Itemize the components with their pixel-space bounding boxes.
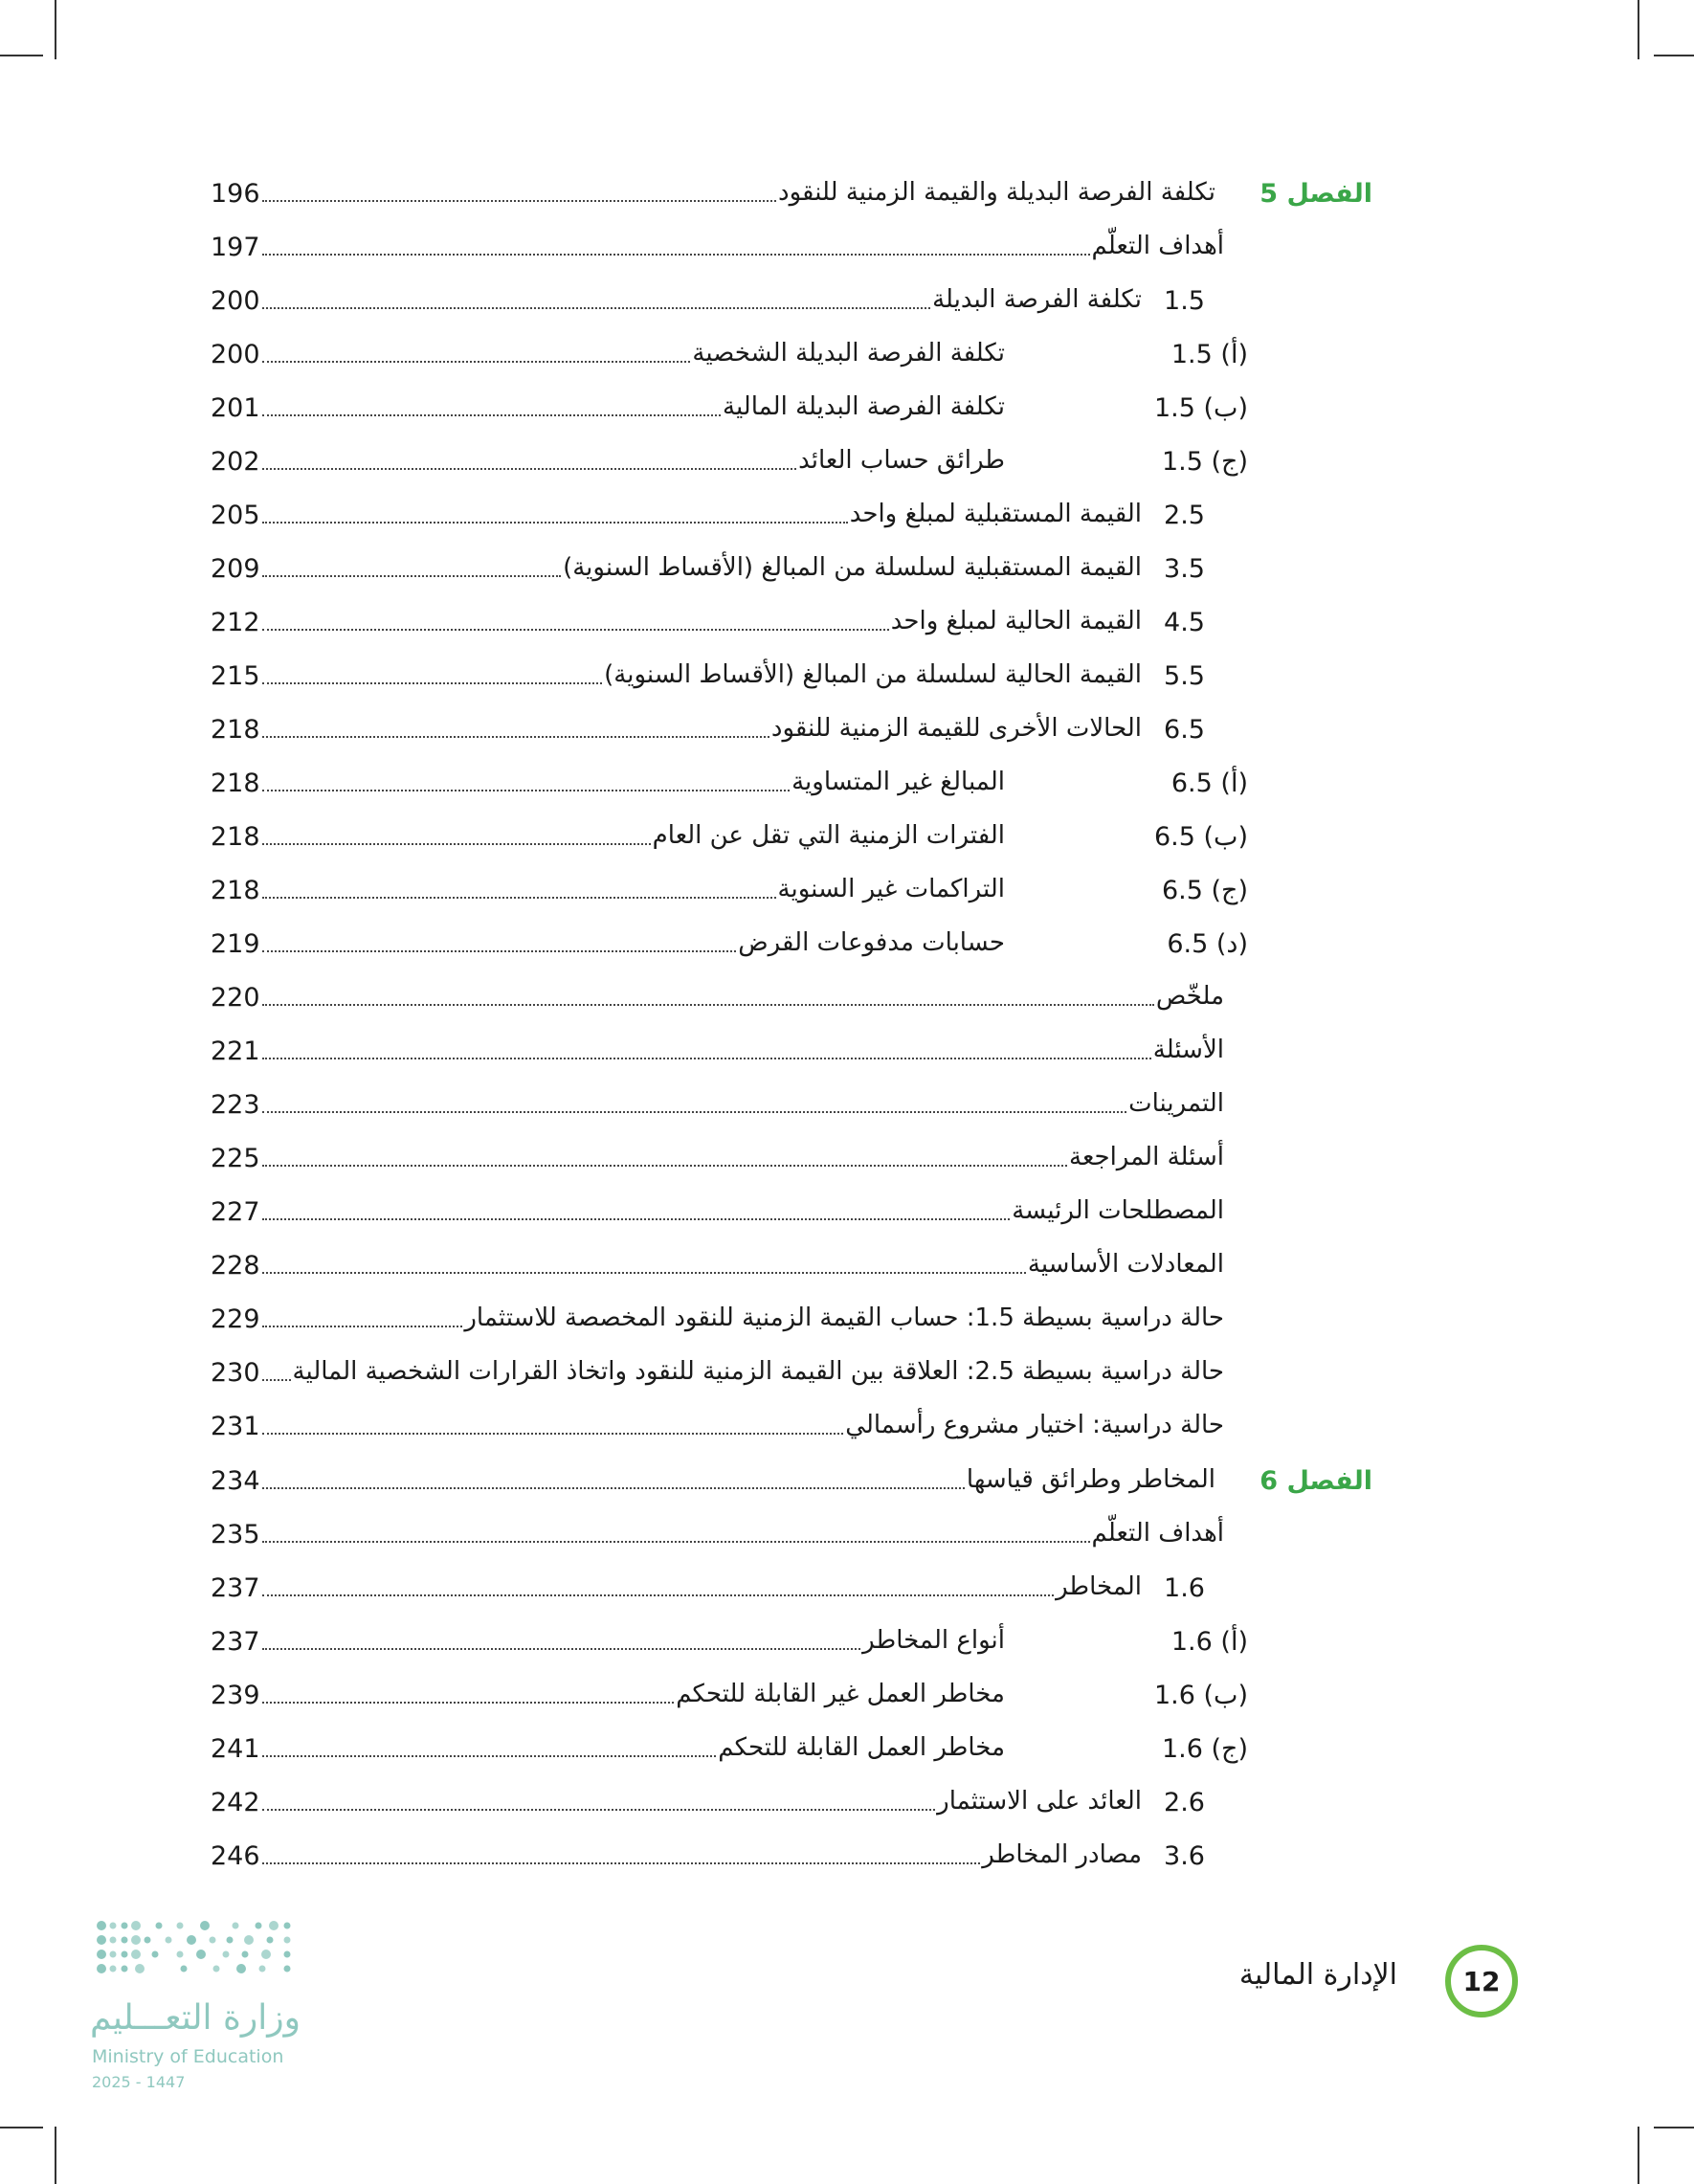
- toc-page-number: 218: [211, 715, 260, 745]
- chapter-heading-row[interactable]: [0, 167, 1694, 221]
- logo-dot: [145, 1937, 151, 1944]
- logo-dot: [269, 1921, 279, 1930]
- logo-dot: [156, 1923, 163, 1929]
- toc-row[interactable]: [0, 1239, 1694, 1293]
- logo-dot: [196, 1950, 206, 1959]
- toc-entry-title: تكلفة الفرصة البديلة الشخصية: [692, 339, 1005, 368]
- toc-row[interactable]: [0, 1132, 1694, 1186]
- toc-entry-title: التراكمات غير السنوية: [777, 875, 1005, 903]
- toc-row[interactable]: [0, 864, 1694, 918]
- logo-dot: [256, 1923, 262, 1929]
- logo-dot: [110, 1966, 117, 1972]
- toc-entry-title: الحالات الأخرى للقيمة الزمنية للنقود: [770, 714, 1142, 743]
- logo-dot: [122, 1951, 128, 1958]
- toc-page-number: 219: [211, 929, 260, 959]
- logo-dot: [131, 1935, 141, 1945]
- logo-dot: [284, 1937, 291, 1944]
- toc-row[interactable]: [0, 1400, 1694, 1454]
- toc-page-number: 228: [211, 1251, 260, 1281]
- toc-page-number: 246: [211, 1841, 260, 1871]
- logo-dot: [110, 1951, 117, 1958]
- toc-entry-title: القيمة المستقبلية لسلسلة من المبالغ (الأقساط السنوية): [563, 553, 1142, 582]
- toc-row[interactable]: [0, 971, 1694, 1025]
- logo-dot: [236, 1964, 246, 1973]
- toc-row[interactable]: [0, 1776, 1694, 1830]
- logo-dot: [187, 1935, 196, 1945]
- section-number: 1.6 (ب): [1153, 1681, 1248, 1710]
- toc-row[interactable]: [0, 489, 1694, 543]
- dot-leader: [262, 1487, 965, 1489]
- logo-dot: [181, 1966, 188, 1972]
- dot-leader: [262, 629, 889, 631]
- toc-page-number: 215: [211, 661, 260, 691]
- toc-row[interactable]: [0, 1025, 1694, 1079]
- toc-page-number: 235: [211, 1520, 260, 1549]
- toc-entry: [260, 1025, 1224, 1079]
- toc-page-number: 218: [211, 822, 260, 852]
- dot-leader: [262, 575, 561, 577]
- dot-leader: [262, 897, 776, 899]
- toc-entry: [260, 1293, 1224, 1347]
- logo-dot: [284, 1966, 291, 1972]
- chapter-heading-row[interactable]: [0, 1455, 1694, 1508]
- dot-leader: [262, 1755, 716, 1757]
- logo-dot: [135, 1964, 145, 1973]
- page-number-badge: [1445, 1945, 1518, 2017]
- toc-entry-title: مصادر المخاطر: [982, 1840, 1142, 1869]
- toc-entry-title: تكلفة الفرصة البديلة: [932, 285, 1142, 314]
- logo-dot: [131, 1950, 141, 1959]
- logo-english-name: Ministry of Education: [92, 2046, 284, 2067]
- toc-entry-title: التمرينات: [1128, 1089, 1224, 1118]
- logo-arabic-name: وزارة التعـــليم: [89, 1998, 301, 2038]
- toc-entry: [260, 435, 1005, 489]
- toc-entry: [260, 1079, 1224, 1132]
- toc-row[interactable]: [0, 1347, 1694, 1400]
- toc-entry-title: مخاطر العمل غير القابلة للتحكم: [676, 1680, 1005, 1708]
- toc-entry: [260, 864, 1005, 918]
- toc-entry-title: القيمة الحالية لمبلغ واحد: [890, 607, 1142, 635]
- logo-dot: [97, 1921, 106, 1930]
- dot-leader: [262, 790, 790, 791]
- section-number: 2.5: [1164, 501, 1205, 530]
- logo-dot: [223, 1951, 230, 1958]
- toc-row[interactable]: [0, 435, 1694, 489]
- section-number: 1.6 (ج): [1161, 1734, 1248, 1764]
- toc-entry: [260, 1723, 1005, 1776]
- toc-page-number: 205: [211, 501, 260, 530]
- dot-leader: [262, 468, 796, 470]
- toc-entry: [260, 596, 1142, 650]
- toc-row[interactable]: [0, 382, 1694, 435]
- logo-dot: [110, 1923, 117, 1929]
- section-number: 1.5 (ج): [1161, 447, 1248, 477]
- logo-dot: [97, 1950, 106, 1959]
- toc-page-number: 239: [211, 1681, 260, 1710]
- dot-leader: [262, 1862, 980, 1864]
- toc-row[interactable]: [0, 543, 1694, 596]
- dot-leader: [262, 1004, 1154, 1006]
- dot-leader: [262, 200, 776, 202]
- logo-dot: [122, 1937, 128, 1944]
- section-number: 1.5: [1164, 286, 1205, 316]
- dot-leader: [262, 1111, 1126, 1113]
- toc-entry: [260, 1132, 1224, 1186]
- toc-entry-title: تكلفة الفرصة البديلة المالية: [723, 392, 1005, 421]
- logo-dot: [213, 1966, 220, 1972]
- toc-page-number: 200: [211, 340, 260, 369]
- section-number: 3.5: [1164, 554, 1205, 584]
- logo-dot: [244, 1935, 254, 1945]
- toc-entry-title: المخاطر: [1056, 1572, 1142, 1601]
- toc-page-number: 237: [211, 1627, 260, 1657]
- toc-entry: [260, 275, 1142, 328]
- toc-row[interactable]: [0, 811, 1694, 864]
- toc-row[interactable]: [0, 1830, 1694, 1883]
- logo-dot: [110, 1937, 117, 1944]
- toc-row[interactable]: [0, 1723, 1694, 1776]
- toc-row[interactable]: [0, 1616, 1694, 1669]
- section-number: 6.5: [1164, 715, 1205, 745]
- toc-entry-title: أهداف التعلّم: [1091, 1519, 1224, 1548]
- logo-dot: [242, 1951, 249, 1958]
- dot-leader: [262, 1272, 1026, 1274]
- toc-entry-title: المعادلات الأساسية: [1027, 1250, 1224, 1279]
- logo-dot: [131, 1921, 141, 1930]
- toc-page-number: 209: [211, 554, 260, 584]
- dot-leader: [262, 843, 651, 845]
- toc-entry: [260, 650, 1142, 703]
- toc-entry-title: أهداف التعلّم: [1091, 232, 1224, 260]
- toc-entry-title: تكلفة الفرصة البديلة والقيمة الزمنية للنقود: [778, 178, 1215, 207]
- toc-entry: [260, 1669, 1005, 1723]
- logo-dot: [97, 1964, 106, 1973]
- toc-page-number: 231: [211, 1412, 260, 1441]
- section-number: 2.6: [1164, 1788, 1205, 1817]
- section-number: 1.6 (أ): [1170, 1627, 1248, 1657]
- toc-page-number: 202: [211, 447, 260, 477]
- toc-row[interactable]: [0, 275, 1694, 328]
- toc-row[interactable]: [0, 221, 1694, 275]
- toc-row[interactable]: [0, 328, 1694, 382]
- toc-page-number: 212: [211, 608, 260, 637]
- page-number: 12: [1462, 1965, 1501, 1997]
- toc-entry-title: القيمة الحالية لسلسلة من المبالغ (الأقساط السنوية): [604, 660, 1142, 689]
- toc-entry: [260, 1455, 1215, 1508]
- dot-leader: [262, 1702, 674, 1704]
- dot-leader: [262, 1218, 1010, 1220]
- dot-leader: [262, 361, 690, 363]
- section-number: 1.6: [1164, 1573, 1205, 1603]
- logo-year: 2025 - 1447: [92, 2073, 186, 2091]
- toc-entry: [260, 1776, 1142, 1830]
- toc-page-number: 230: [211, 1358, 260, 1388]
- dot-leader: [262, 682, 602, 684]
- dot-leader: [262, 1594, 1054, 1596]
- toc-entry: [260, 757, 1005, 811]
- section-number: 4.5: [1164, 608, 1205, 637]
- toc-entry-title: طرائق حساب العائد: [798, 446, 1005, 475]
- logo-dot: [152, 1951, 159, 1958]
- toc-page-number: 241: [211, 1734, 260, 1764]
- section-number: 6.5 (د): [1167, 929, 1248, 959]
- toc-row[interactable]: [0, 596, 1694, 650]
- logo-dot: [200, 1921, 210, 1930]
- toc-entry: [260, 543, 1142, 596]
- toc-page-number: 237: [211, 1573, 260, 1603]
- toc-entry-title: حالة دراسية بسيطة 1.5: حساب القيمة الزمنية للنقود المخصصة للاستثمار: [464, 1304, 1224, 1332]
- toc-page-number: 234: [211, 1466, 260, 1496]
- section-number: 1.5 (ب): [1153, 393, 1248, 423]
- toc-page-number: 223: [211, 1090, 260, 1120]
- toc-entry: [260, 1830, 1142, 1883]
- section-number: 5.5: [1164, 661, 1205, 691]
- toc-entry-title: مخاطر العمل القابلة للتحكم: [718, 1733, 1005, 1762]
- dot-leader: [262, 1379, 291, 1381]
- dot-leader: [262, 950, 736, 952]
- toc-entry: [260, 1239, 1224, 1293]
- section-number: 6.5 (ب): [1153, 822, 1248, 852]
- section-number: 6.5 (ج): [1161, 876, 1248, 905]
- toc-entry: [260, 221, 1224, 275]
- toc-entry-title: المصطلحات الرئيسة: [1012, 1196, 1224, 1225]
- toc-row[interactable]: [0, 1562, 1694, 1616]
- toc-entry: [260, 489, 1142, 543]
- toc-entry: [260, 1347, 1224, 1400]
- logo-dot: [166, 1937, 172, 1944]
- toc-entry: [260, 811, 1005, 864]
- toc-row[interactable]: [0, 918, 1694, 971]
- toc-entry: [260, 1400, 1224, 1454]
- logo-dot: [259, 1966, 266, 1972]
- dot-leader: [262, 1058, 1151, 1059]
- dot-leader: [262, 1326, 462, 1327]
- toc-page-number: 225: [211, 1144, 260, 1173]
- toc-page-number: 218: [211, 876, 260, 905]
- toc-entry-title: الأسئلة: [1152, 1036, 1224, 1064]
- toc-entry: [260, 382, 1005, 435]
- dot-leader: [262, 307, 930, 309]
- toc-entry: [260, 1186, 1224, 1239]
- section-number: 6.5 (أ): [1170, 769, 1248, 798]
- dot-leader: [262, 1541, 1090, 1543]
- logo-dot: [210, 1937, 216, 1944]
- logo-dot: [177, 1923, 184, 1929]
- toc-entry-title: العائد على الاستثمار: [937, 1787, 1142, 1816]
- section-number: 3.6: [1164, 1841, 1205, 1871]
- toc-entry: [260, 167, 1215, 221]
- toc-entry-title: المبالغ غير المتساوية: [791, 768, 1005, 796]
- toc-row[interactable]: [0, 1669, 1694, 1723]
- toc-page-number: 242: [211, 1788, 260, 1817]
- logo-dot: [261, 1950, 271, 1959]
- book-title: الإدارة المالية: [1238, 1958, 1397, 1992]
- toc-page-number: 201: [211, 393, 260, 423]
- toc-page-number: 220: [211, 983, 260, 1013]
- toc-row[interactable]: [0, 1079, 1694, 1132]
- chapter-label: الفصل 6: [1259, 1466, 1372, 1496]
- logo-dot: [97, 1935, 106, 1945]
- logo-dot: [284, 1951, 291, 1958]
- logo-dot: [227, 1937, 234, 1944]
- toc-row[interactable]: [0, 703, 1694, 757]
- toc-entry-title: الفترات الزمنية التي تقل عن العام: [652, 821, 1005, 850]
- dot-leader: [262, 1165, 1067, 1167]
- toc-page-number: 196: [211, 179, 260, 209]
- toc-entry-title: أنواع المخاطر: [862, 1626, 1005, 1655]
- dot-leader: [262, 1433, 843, 1435]
- toc-row[interactable]: [0, 757, 1694, 811]
- toc-row[interactable]: [0, 1293, 1694, 1347]
- logo-dot: [122, 1923, 128, 1929]
- toc-row[interactable]: [0, 650, 1694, 703]
- logo-dot: [122, 1966, 128, 1972]
- toc-page-number: 227: [211, 1197, 260, 1227]
- toc-page-number: 197: [211, 233, 260, 262]
- chapter-label: الفصل 5: [1259, 179, 1372, 209]
- logo-dot: [284, 1923, 291, 1929]
- logo-dot: [177, 1951, 184, 1958]
- toc-entry: [260, 1562, 1142, 1616]
- toc-entry: [260, 1508, 1224, 1562]
- toc-entry-title: القيمة المستقبلية لمبلغ واحد: [849, 500, 1142, 528]
- toc-entry: [260, 918, 1005, 971]
- toc-row[interactable]: [0, 1508, 1694, 1562]
- dot-leader: [262, 522, 848, 524]
- toc-entry: [260, 1616, 1005, 1669]
- toc-page-number: 229: [211, 1304, 260, 1334]
- toc-page-number: 200: [211, 286, 260, 316]
- toc-entry-title: أسئلة المراجعة: [1069, 1143, 1224, 1171]
- toc-entry-title: حالة دراسية: اختيار مشروع رأسمالي: [845, 1411, 1224, 1439]
- dot-leader: [262, 1809, 935, 1811]
- toc-page-number: 221: [211, 1036, 260, 1066]
- dot-leader: [262, 1648, 860, 1650]
- toc-entry-title: حسابات مدفوعات القرض: [738, 928, 1005, 957]
- toc-entry-title: حالة دراسية بسيطة 2.5: العلاقة بين القيمة الزمنية للنقود واتخاذ القرارات الشخصية المالية: [292, 1357, 1224, 1386]
- logo-dot: [267, 1937, 274, 1944]
- toc-page-number: 218: [211, 769, 260, 798]
- toc-entry: [260, 328, 1005, 382]
- section-number: 1.5 (أ): [1170, 340, 1248, 369]
- toc-entry: [260, 971, 1224, 1025]
- logo-dot: [233, 1923, 239, 1929]
- toc-entry-title: ملخّص: [1155, 982, 1224, 1011]
- dot-leader: [262, 414, 721, 416]
- toc-entry: [260, 703, 1142, 757]
- dot-leader: [262, 736, 769, 738]
- dot-leader: [262, 254, 1090, 256]
- toc-entry-title: المخاطر وطرائق قياسها: [966, 1465, 1215, 1494]
- toc-row[interactable]: [0, 1186, 1694, 1239]
